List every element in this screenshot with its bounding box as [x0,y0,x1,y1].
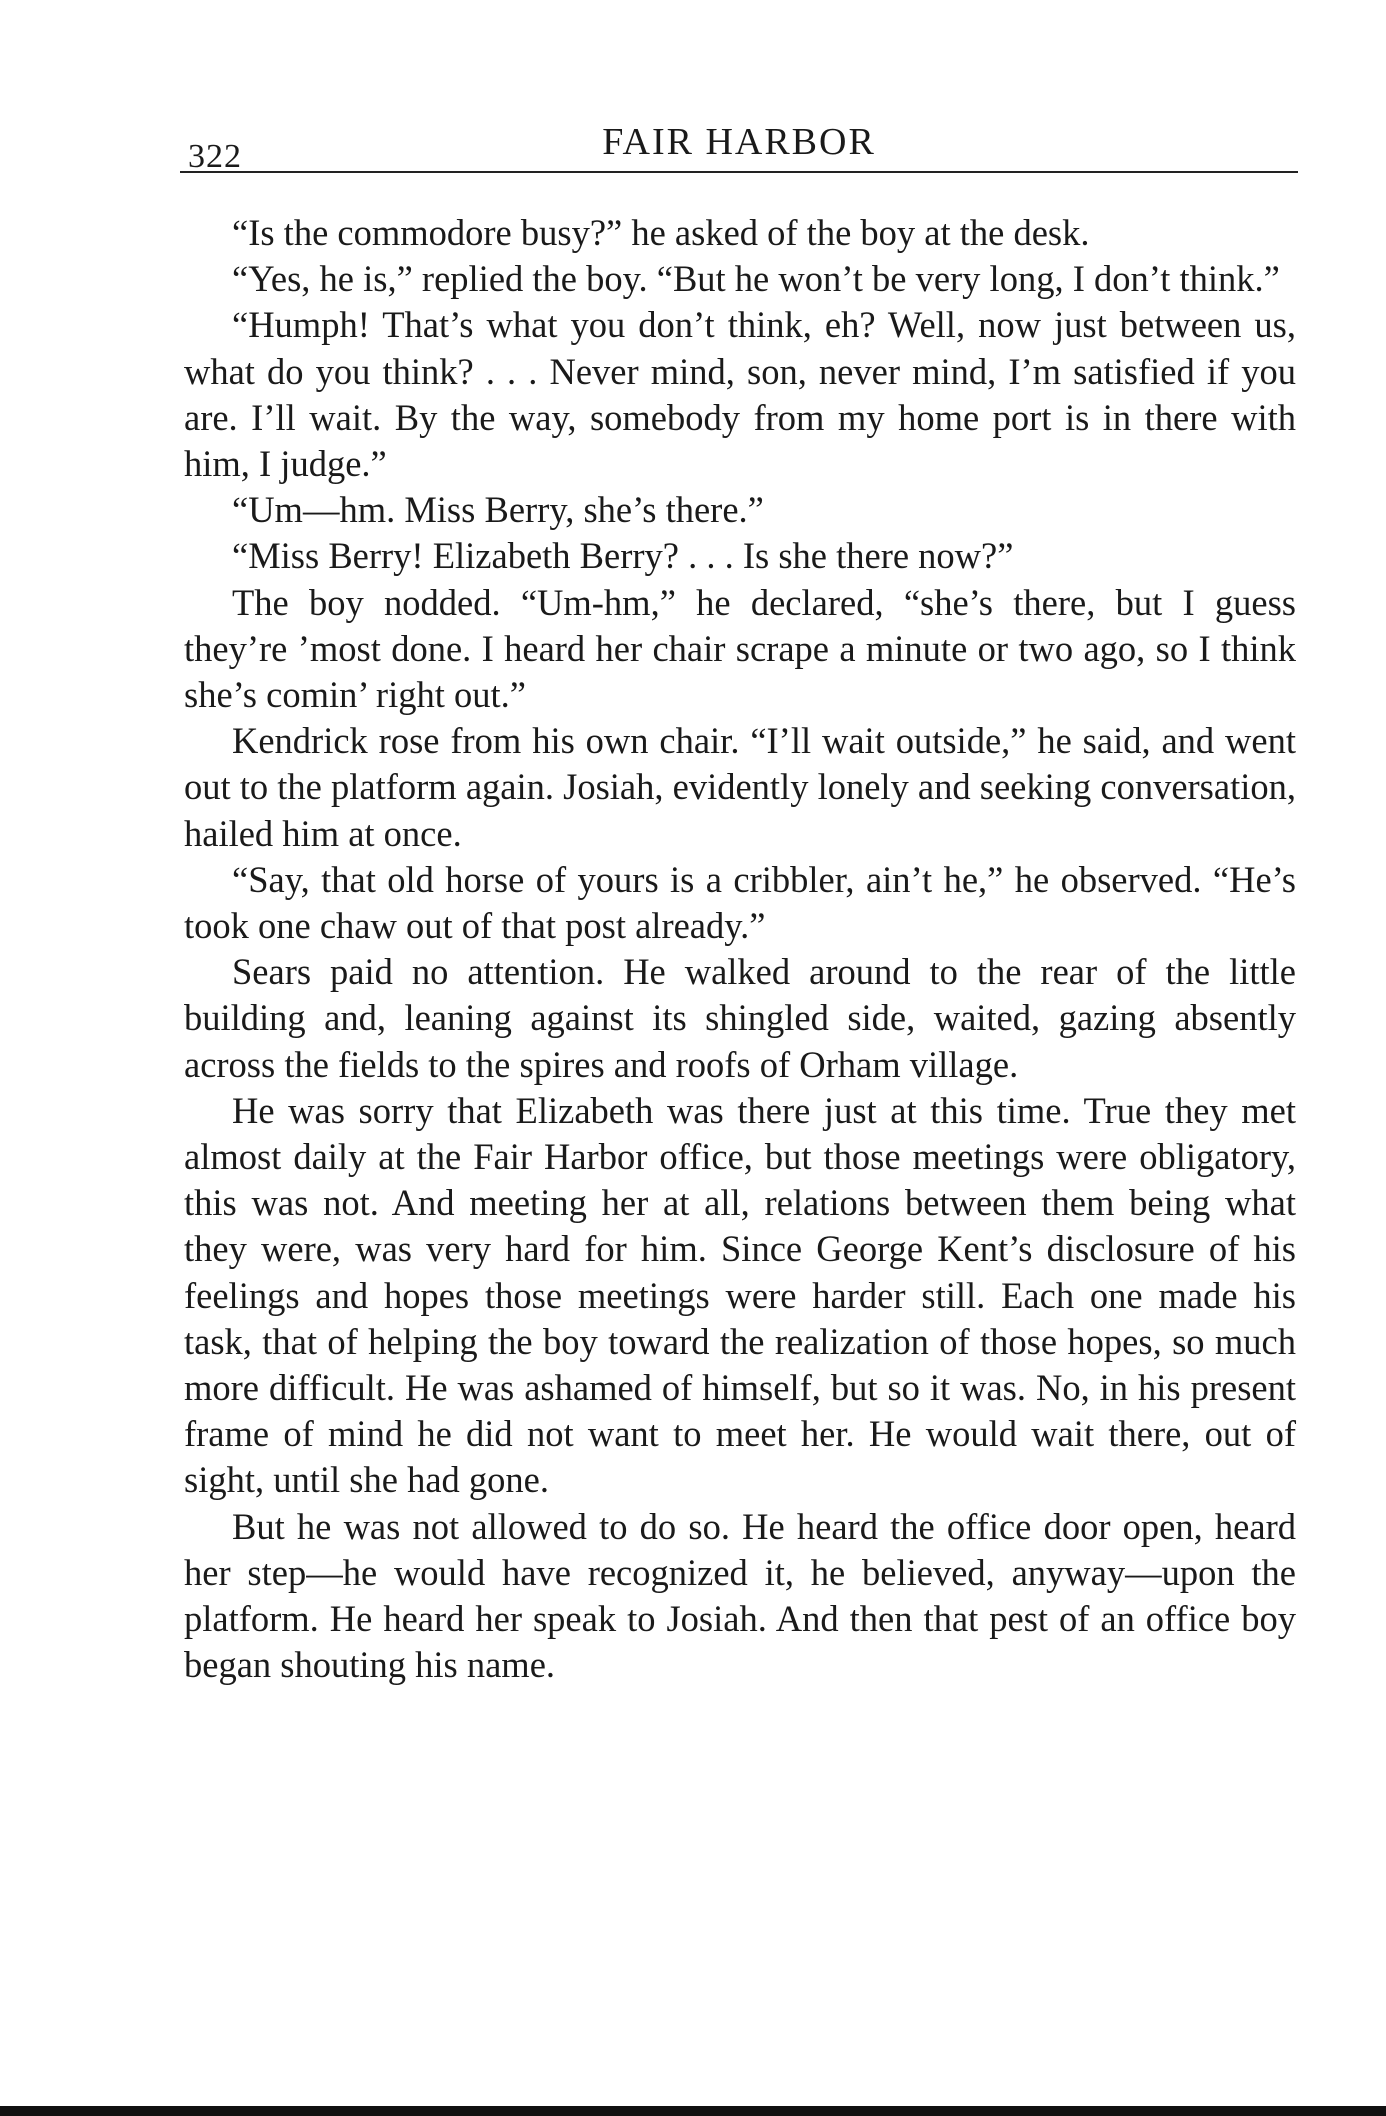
header-rule [180,171,1298,173]
body-text [184,210,1296,1689]
running-head: FAIR HARBOR [602,121,876,163]
paragraph: But he was not allowed to do so. He heard the office door open, heard her step—he would have recognized it, he believed, anyway—upon the platform. He heard her speak to Josiah. And then that pest of an office boy began shouting his name. [184,1505,1296,1686]
paragraph: The boy nodded. “Um-hm,” he declared, “she’s there, but I guess they’re ’most done. I heard her chair scrape a minute or two ago, so I think she’s comin’ right out.” [184,581,1296,716]
paragraph: Sears paid no attention. He walked around to the rear of the little building and, leaning against its shingled side, waited, gazing absently across the fields to the spires and roofs of Orham village. [184,951,1296,1085]
paragraph: “Yes, he is,” replied the boy. “But he won’t be very long, I don’t think.” [232,258,1280,300]
paragraph: “Humph! That’s what you don’t think, eh? Well, now just between us, what do you think? . . . Never mind, son, never mind, I’m satisfied if you are. I’ll wait. By the way, somebody from my home port is in there with him, I judge.” [184,304,1296,485]
paragraph: “Say, that old horse of yours is a cribbler, ain’t he,” he observed. “He’s took one chaw out of that post already.” [184,858,1296,947]
paragraph: “Um—hm. Miss Berry, she’s there.” [232,489,764,531]
page-header [180,108,1298,175]
paragraph: Kendrick rose from his own chair. “I’ll wait outside,” he said, and went out to the platform again. Josiah, evidently lonely and seeking conversation, hailed him at once. [184,720,1296,854]
paragraph: “Miss Berry! Elizabeth Berry? . . . Is she there now?” [232,535,1014,577]
page-number: 322 [188,138,242,175]
bottom-edge-bar [0,2106,1386,2116]
paragraph: “Is the commodore busy?” he asked of the boy at the desk. [232,212,1090,253]
paragraph: He was sorry that Elizabeth was there just at this time. True they met almost daily at the Fair Harbor office, but those meetings were obligatory, this was not. And meeting her at all, relations between them being what they were, was very hard for him. Since George Kent’s disclosure of his feelings and hopes those meetings were harder still. Each one made his task, that of helping the boy toward the realization of those hopes, so much more difficult. He was ashamed of himself, but so it was. No, in his present frame of mind he did not want to meet her. He would wait there, out of sight, until she had gone. [184,1089,1296,1501]
